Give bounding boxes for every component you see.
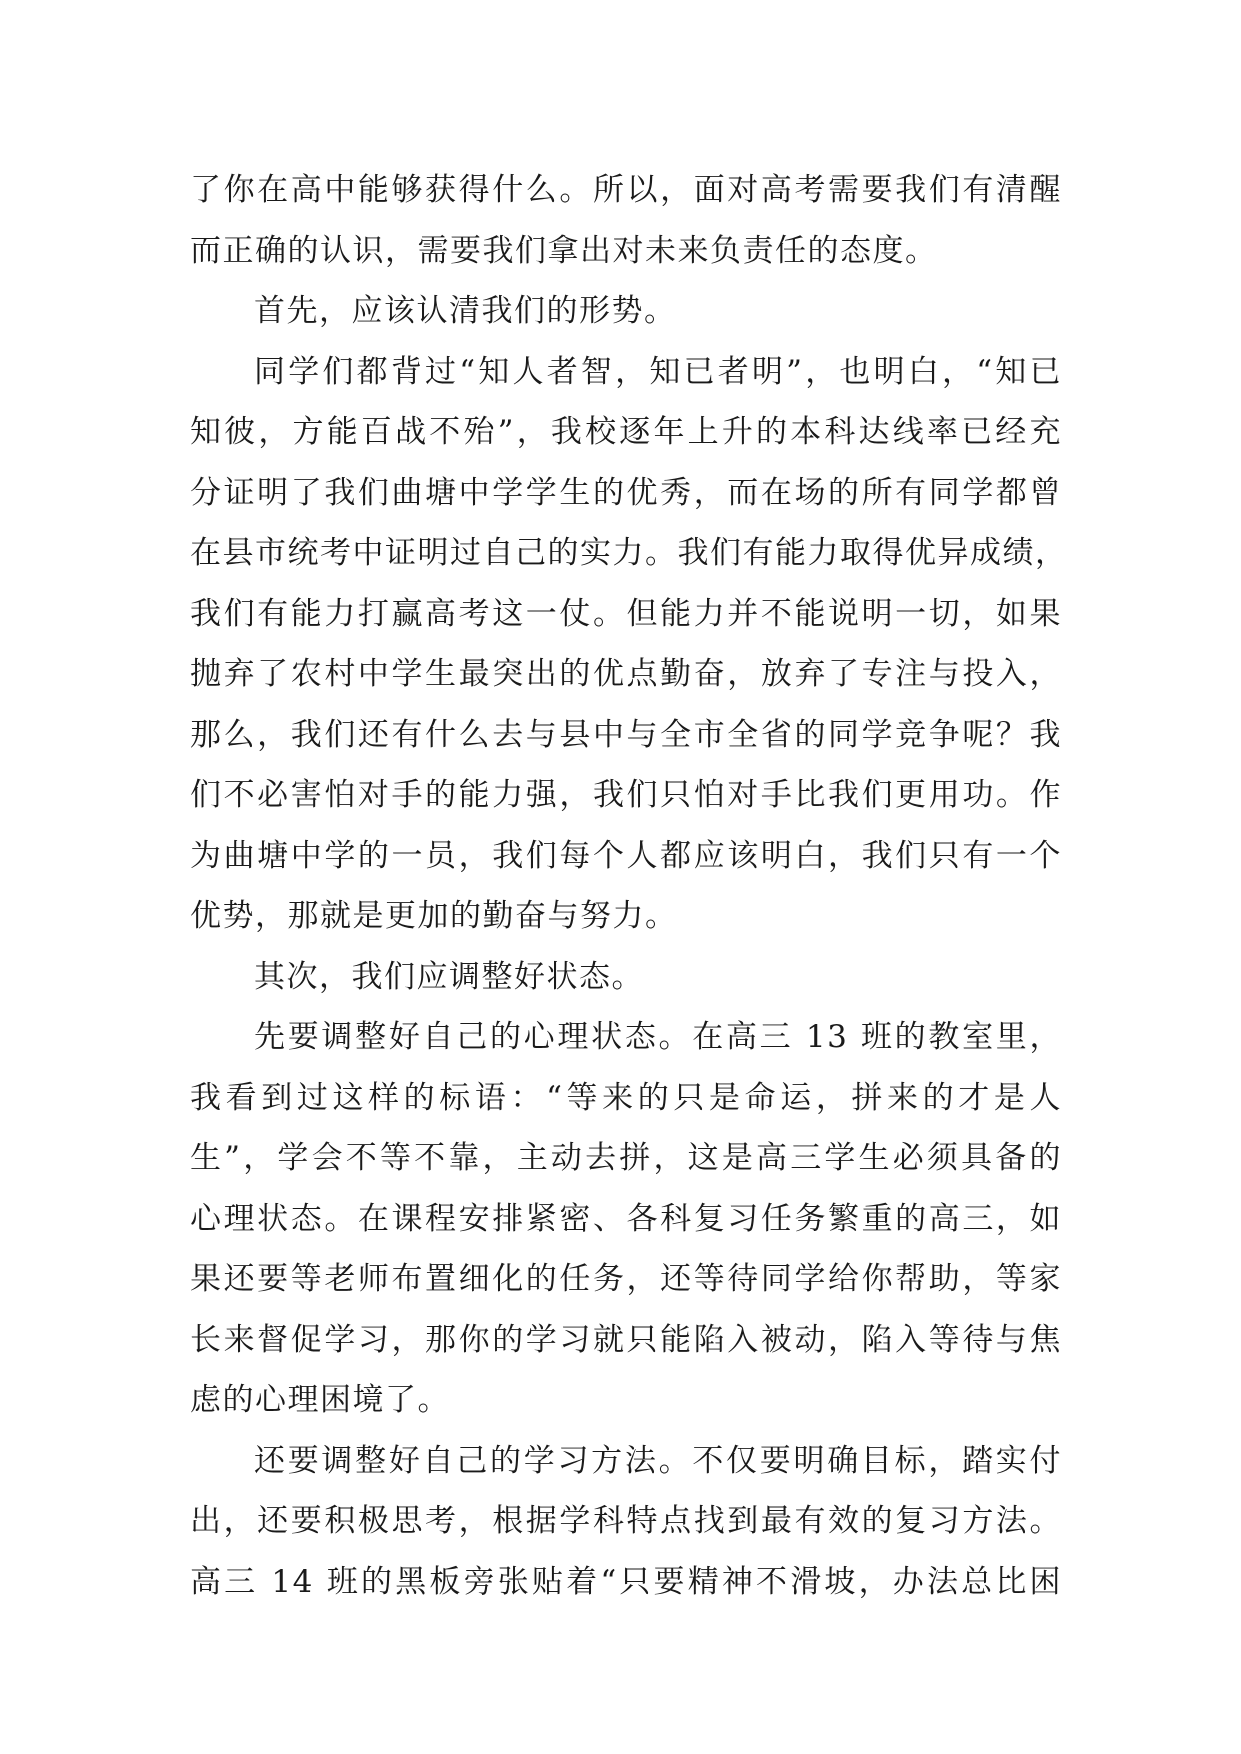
section-heading-situation: 首先，应该认清我们的形势。 <box>254 293 677 329</box>
text-line: 心理状态。在课程安排紧密、各科复习任务繁重的高三，如 <box>190 1200 1062 1237</box>
text-line: 知彼，方能百战不殆”，我校逐年上升的本科达线率已经充 <box>190 414 1062 450</box>
text-line: 虑的心理困境了。 <box>190 1382 450 1418</box>
text-line: 出，还要积极思考，根据学科特点找到最有效的复习方法。 <box>190 1503 1062 1539</box>
text-line: 分证明了我们曲塘中学学生的优秀，而在场的所有同学都曾 <box>190 474 1062 511</box>
text-line: 在县市统考中证明过自己的实力。我们有能力取得优异成绩， <box>190 535 1068 571</box>
section-heading-state: 其次，我们应调整好状态。 <box>254 958 644 995</box>
text-line: 我们有能力打赢高考这一仗。但能力并不能说明一切，如果 <box>190 595 1062 632</box>
text-line: 同学们都背过“知人者智，知已者明”，也明白，“知已 <box>254 353 1062 390</box>
text-line: 了你在高中能够获得什么。所以，面对高考需要我们有清醒 <box>190 172 1062 208</box>
text-line: 抛弃了农村中学生最突出的优点勤奋，放弃了专注与投入， <box>190 656 1062 692</box>
text-line: 优势，那就是更加的勤奋与努力。 <box>190 898 678 934</box>
text-line: 果还要等老师布置细化的任务，还等待同学给你帮助，等家 <box>190 1261 1062 1297</box>
text-line: 还要调整好自己的学习方法。不仅要明确目标，踏实付 <box>254 1442 1062 1479</box>
text-line: 而正确的认识，需要我们拿出对未来负责任的态度。 <box>190 232 938 269</box>
body-text <box>190 160 1068 1612</box>
text-line: 先要调整好自己的心理状态。在高三 13 班的教室里， <box>254 1019 1062 1055</box>
text-line: 们不必害怕对手的能力强，我们只怕对手比我们更用功。作 <box>190 777 1062 813</box>
text-line: 高三 14 班的黑板旁张贴着“只要精神不滑坡，办法总比困 <box>190 1563 1062 1600</box>
text-line: 生”，学会不等不靠，主动去拼，这是高三学生必须具备的 <box>190 1140 1062 1176</box>
text-line: 那么，我们还有什么去与县中与全市全省的同学竞争呢？我 <box>190 716 1062 753</box>
text-line: 我看到过这样的标语：“等来的只是命运，拼来的才是人 <box>190 1079 1062 1116</box>
text-line: 为曲塘中学的一员，我们每个人都应该明白，我们只有一个 <box>190 837 1062 874</box>
text-line: 长来督促学习，那你的学习就只能陷入被动，陷入等待与焦 <box>190 1321 1062 1358</box>
